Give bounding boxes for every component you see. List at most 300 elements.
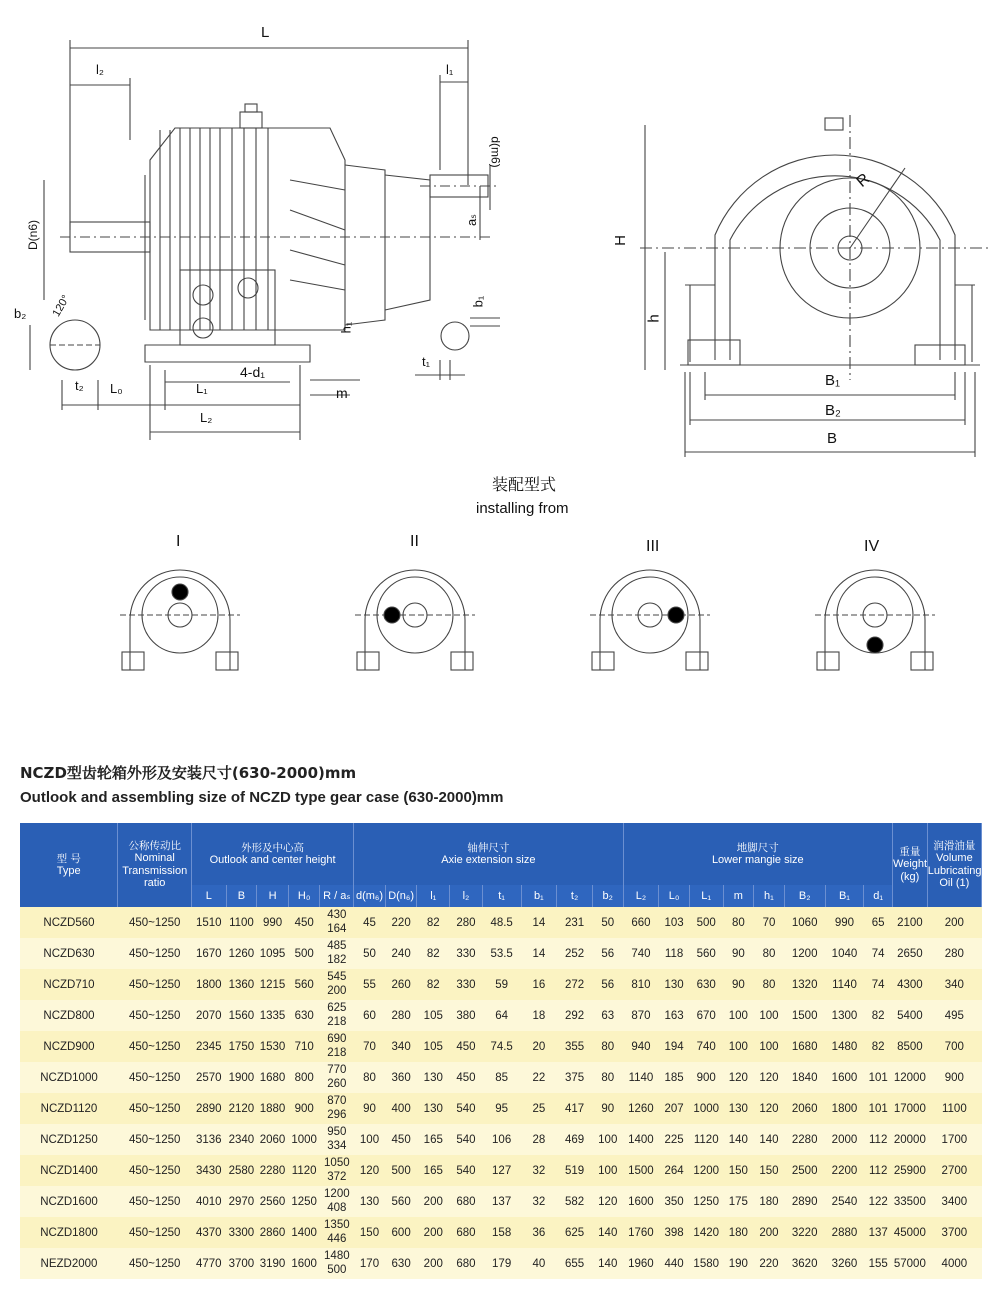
- table-cell: 90: [354, 1093, 386, 1124]
- table-cell: 990: [257, 907, 289, 938]
- cell-as: 296: [327, 1108, 347, 1121]
- table-cell: 740: [623, 938, 659, 969]
- sub-header-cell: t₁: [482, 885, 521, 907]
- table-cell: 82: [417, 969, 450, 1000]
- table-cell: 106: [482, 1124, 521, 1155]
- table-cell: 1215: [257, 969, 289, 1000]
- cell-as: 218: [327, 1046, 347, 1059]
- table-cell: 1250: [288, 1186, 320, 1217]
- table-cell: 50: [354, 938, 386, 969]
- table-cell: 2890: [191, 1093, 226, 1124]
- table-cell: 200: [417, 1217, 450, 1248]
- table-cell: 450: [450, 1062, 483, 1093]
- cell-r-as: [320, 1000, 354, 1031]
- table-cell: 1510: [191, 907, 226, 938]
- table-cell: 112: [864, 1155, 893, 1186]
- table-cell: 1140: [825, 969, 864, 1000]
- dim-L2: L₂: [200, 410, 213, 425]
- table-cell: 3260: [825, 1248, 864, 1279]
- table-row: [20, 907, 982, 938]
- cell-r: 690: [327, 1032, 347, 1045]
- table-cell: 1900: [226, 1062, 257, 1093]
- table-cell: 1600: [288, 1248, 320, 1279]
- sub-header-cell: B: [226, 885, 257, 907]
- table-cell: 12000: [893, 1062, 928, 1093]
- table-cell: 3620: [784, 1248, 825, 1279]
- table-cell: 105: [417, 1000, 450, 1031]
- table-cell: 240: [385, 938, 417, 969]
- cell-r: 485: [327, 939, 347, 952]
- table-cell: 130: [417, 1062, 450, 1093]
- table-cell: 74: [864, 969, 893, 1000]
- table-cell: 1250: [689, 1186, 723, 1217]
- th-weight: 重量 Weight (kg): [893, 823, 928, 907]
- dim-L0: L₀: [110, 381, 123, 396]
- installing-title-en: installing from: [476, 500, 569, 517]
- cell-r-as: [320, 1186, 354, 1217]
- table-cell: 280: [385, 1000, 417, 1031]
- table-cell: 540: [450, 1155, 483, 1186]
- table-cell: 137: [482, 1186, 521, 1217]
- table-cell: 14: [521, 907, 557, 938]
- table-cell: 655: [557, 1248, 593, 1279]
- table-cell: 280: [927, 938, 981, 969]
- table-cell: 80: [723, 907, 754, 938]
- table-cell: 469: [557, 1124, 593, 1155]
- table-cell: 519: [557, 1155, 593, 1186]
- table-cell: 59: [482, 969, 521, 1000]
- table-cell: 355: [557, 1031, 593, 1062]
- dim-b1: b₁: [470, 295, 486, 308]
- table-cell: 14: [521, 938, 557, 969]
- cell-type: NCZD1600: [20, 1186, 118, 1217]
- cell-r-as: [320, 1062, 354, 1093]
- dim-t2: t₂: [75, 378, 84, 393]
- sub-header-cell: L₀: [659, 885, 690, 907]
- installing-form-1: [120, 570, 240, 670]
- table-cell: 120: [754, 1062, 785, 1093]
- table-cell: 20000: [893, 1124, 928, 1155]
- table-cell: 1600: [825, 1062, 864, 1093]
- sub-header-cell: B₂: [784, 885, 825, 907]
- table-cell: 340: [385, 1031, 417, 1062]
- table-cell: 48.5: [482, 907, 521, 938]
- sub-header-cell: L: [191, 885, 226, 907]
- table-cell: 2580: [226, 1155, 257, 1186]
- table-cell: 32: [521, 1186, 557, 1217]
- table-cell: 150: [723, 1155, 754, 1186]
- table-cell: 100: [354, 1124, 386, 1155]
- table-cell: 127: [482, 1155, 521, 1186]
- table-cell: 105: [417, 1031, 450, 1062]
- sub-header-cell: m: [723, 885, 754, 907]
- table-cell: 90: [723, 969, 754, 1000]
- table-cell: 175: [723, 1186, 754, 1217]
- table-cell: 3700: [226, 1248, 257, 1279]
- table-row: [20, 938, 982, 969]
- cell-as: 164: [327, 922, 347, 935]
- table-cell: 200: [927, 907, 981, 938]
- cell-type: NCZD1250: [20, 1124, 118, 1155]
- table-cell: 292: [557, 1000, 593, 1031]
- table-cell: 101: [864, 1093, 893, 1124]
- form-label-1: I: [176, 533, 181, 550]
- table-cell: 740: [689, 1031, 723, 1062]
- table-cell: 122: [864, 1186, 893, 1217]
- table-cell: 3190: [257, 1248, 289, 1279]
- table-cell: 810: [623, 969, 659, 1000]
- table-cell: 2860: [257, 1217, 289, 1248]
- table-cell: 1600: [623, 1186, 659, 1217]
- table-cell: 264: [659, 1155, 690, 1186]
- table-cell: 3700: [927, 1217, 981, 1248]
- table-cell: 2280: [257, 1155, 289, 1186]
- table-cell: 100: [723, 1000, 754, 1031]
- table-cell: 70: [354, 1031, 386, 1062]
- table-cell: 495: [927, 1000, 981, 1031]
- table-cell: 165: [417, 1124, 450, 1155]
- cell-as: 200: [327, 984, 347, 997]
- table-cell: 55: [354, 969, 386, 1000]
- table-cell: 940: [623, 1031, 659, 1062]
- table-cell: 80: [354, 1062, 386, 1093]
- table-cell: 101: [864, 1062, 893, 1093]
- table-cell: 560: [385, 1186, 417, 1217]
- table-cell: 70: [754, 907, 785, 938]
- table-cell: 2880: [825, 1217, 864, 1248]
- table-cell: 1260: [623, 1093, 659, 1124]
- table-cell: 3136: [191, 1124, 226, 1155]
- table-cell: 3400: [927, 1186, 981, 1217]
- table-cell: 2570: [191, 1062, 226, 1093]
- form-label-3: III: [646, 538, 660, 555]
- table-cell: 260: [385, 969, 417, 1000]
- table-cell: 140: [592, 1248, 623, 1279]
- dim-D: D(n6): [26, 219, 41, 251]
- table-cell: 50: [592, 907, 623, 938]
- table-cell: 330: [450, 938, 483, 969]
- table-cell: 450~1250: [118, 1062, 191, 1093]
- table-cell: 120: [754, 1093, 785, 1124]
- table-row: [20, 1093, 982, 1124]
- table-cell: 180: [723, 1217, 754, 1248]
- table-cell: 150: [354, 1217, 386, 1248]
- cell-as: 408: [327, 1201, 347, 1214]
- table-cell: 272: [557, 969, 593, 1000]
- sub-header-cell: R / aₛ: [320, 885, 354, 907]
- dim-angle: 120°: [50, 293, 73, 319]
- table-cell: 90: [723, 938, 754, 969]
- table-cell: 1760: [623, 1217, 659, 1248]
- table-cell: 158: [482, 1217, 521, 1248]
- table-cell: 60: [354, 1000, 386, 1031]
- table-cell: 155: [864, 1248, 893, 1279]
- table-cell: 1000: [288, 1124, 320, 1155]
- table-cell: 100: [592, 1155, 623, 1186]
- th-axle: 轴伸尺寸 Axie extension size: [354, 823, 623, 885]
- dim-B2: B₂: [825, 402, 841, 419]
- table-cell: 2200: [825, 1155, 864, 1186]
- table-cell: 660: [623, 907, 659, 938]
- table-row: [20, 1186, 982, 1217]
- table-cell: 1400: [288, 1217, 320, 1248]
- cell-r: 1480: [324, 1249, 350, 1262]
- table-cell: 1500: [784, 1000, 825, 1031]
- table-cell: 1335: [257, 1000, 289, 1031]
- cell-type: NEZD2000: [20, 1248, 118, 1279]
- table-cell: 207: [659, 1093, 690, 1124]
- table-body: [20, 907, 982, 1279]
- table-cell: 870: [623, 1000, 659, 1031]
- table-cell: 25900: [893, 1155, 928, 1186]
- cell-r: 1050: [324, 1156, 350, 1169]
- table-row: [20, 1155, 982, 1186]
- table-cell: 450~1250: [118, 907, 191, 938]
- table-cell: 900: [927, 1062, 981, 1093]
- table-cell: 252: [557, 938, 593, 969]
- table-cell: 22: [521, 1062, 557, 1093]
- table-cell: 4370: [191, 1217, 226, 1248]
- dim-B1: B₁: [825, 372, 841, 389]
- table-cell: 630: [689, 969, 723, 1000]
- installing-form-3: [590, 570, 710, 670]
- cell-type: NCZD560: [20, 907, 118, 938]
- table-cell: 330: [450, 969, 483, 1000]
- table-cell: 100: [723, 1031, 754, 1062]
- table-cell: 680: [450, 1186, 483, 1217]
- table-cell: 40: [521, 1248, 557, 1279]
- table-cell: 165: [417, 1155, 450, 1186]
- table-cell: 1360: [226, 969, 257, 1000]
- dim-H: H: [611, 235, 629, 246]
- table-cell: 1560: [226, 1000, 257, 1031]
- cell-as: 182: [327, 953, 347, 966]
- table-cell: 375: [557, 1062, 593, 1093]
- table-cell: 450~1250: [118, 1124, 191, 1155]
- table-cell: 440: [659, 1248, 690, 1279]
- table-cell: 1680: [257, 1062, 289, 1093]
- sub-header-cell: h₁: [754, 885, 785, 907]
- dim-h1: h₁: [338, 321, 354, 334]
- table-cell: 33500: [893, 1186, 928, 1217]
- table-cell: 225: [659, 1124, 690, 1155]
- table-cell: 120: [723, 1062, 754, 1093]
- table-cell: 130: [354, 1186, 386, 1217]
- table-cell: 1320: [784, 969, 825, 1000]
- th-outlook: 外形及中心高 Outlook and center height: [191, 823, 353, 885]
- cell-as: 334: [327, 1139, 347, 1152]
- table-cell: 80: [754, 969, 785, 1000]
- sub-header-cell: L₁: [689, 885, 723, 907]
- cell-r-as: [320, 1155, 354, 1186]
- cell-r: 1350: [324, 1218, 350, 1231]
- table-row: [20, 1217, 982, 1248]
- table-cell: 1300: [825, 1000, 864, 1031]
- table-cell: 80: [754, 938, 785, 969]
- table-cell: 680: [450, 1248, 483, 1279]
- dim-L1: L₁: [196, 381, 208, 396]
- table-cell: 500: [288, 938, 320, 969]
- table-cell: 1260: [226, 938, 257, 969]
- table-cell: 1120: [689, 1124, 723, 1155]
- sub-header-cell: t₂: [557, 885, 593, 907]
- cell-r: 870: [327, 1094, 347, 1107]
- table-cell: 112: [864, 1124, 893, 1155]
- cell-as: 446: [327, 1232, 347, 1245]
- table-cell: 1060: [784, 907, 825, 938]
- table-cell: 64: [482, 1000, 521, 1031]
- table-cell: 900: [288, 1093, 320, 1124]
- table-cell: 1100: [226, 907, 257, 938]
- table-cell: 103: [659, 907, 690, 938]
- table-cell: 1500: [623, 1155, 659, 1186]
- table-cell: 1530: [257, 1031, 289, 1062]
- table-cell: 231: [557, 907, 593, 938]
- table-cell: 340: [927, 969, 981, 1000]
- table-cell: 2345: [191, 1031, 226, 1062]
- table-cell: 20: [521, 1031, 557, 1062]
- cell-type: NCZD1800: [20, 1217, 118, 1248]
- table-cell: 95: [482, 1093, 521, 1124]
- dim-d: d(m6): [488, 136, 503, 168]
- table-cell: 63: [592, 1000, 623, 1031]
- table-cell: 2120: [226, 1093, 257, 1124]
- table-cell: 4770: [191, 1248, 226, 1279]
- table-cell: 140: [723, 1124, 754, 1155]
- table-cell: 990: [825, 907, 864, 938]
- table-cell: 398: [659, 1217, 690, 1248]
- cell-type: NCZD800: [20, 1000, 118, 1031]
- cell-as: 218: [327, 1015, 347, 1028]
- table-cell: 4010: [191, 1186, 226, 1217]
- table-cell: 100: [592, 1124, 623, 1155]
- table-cell: 170: [354, 1248, 386, 1279]
- table-cell: 450~1250: [118, 969, 191, 1000]
- table-cell: 2970: [226, 1186, 257, 1217]
- table-cell: 16: [521, 969, 557, 1000]
- table-cell: 2340: [226, 1124, 257, 1155]
- cell-type: NCZD630: [20, 938, 118, 969]
- cell-r-as: [320, 969, 354, 1000]
- table-row: [20, 969, 982, 1000]
- table-cell: 45: [354, 907, 386, 938]
- table-cell: 120: [354, 1155, 386, 1186]
- table-cell: 2540: [825, 1186, 864, 1217]
- table-cell: 65: [864, 907, 893, 938]
- table-cell: 118: [659, 938, 690, 969]
- table-cell: 185: [659, 1062, 690, 1093]
- table-cell: 80: [592, 1062, 623, 1093]
- table-cell: 140: [754, 1124, 785, 1155]
- table-cell: 56: [592, 938, 623, 969]
- table-cell: 74: [864, 938, 893, 969]
- table-cell: 450~1250: [118, 1155, 191, 1186]
- table-cell: 8500: [893, 1031, 928, 1062]
- table-cell: 3300: [226, 1217, 257, 1248]
- table-cell: 1700: [927, 1124, 981, 1155]
- sub-header-cell: d₁: [864, 885, 893, 907]
- table-cell: 670: [689, 1000, 723, 1031]
- table-cell: 140: [592, 1217, 623, 1248]
- dim-l2: l₂: [96, 62, 104, 77]
- table-cell: 450~1250: [118, 1217, 191, 1248]
- table-cell: 53.5: [482, 938, 521, 969]
- table-cell: 3220: [784, 1217, 825, 1248]
- table-cell: 1800: [825, 1093, 864, 1124]
- table-cell: 1400: [623, 1124, 659, 1155]
- table-cell: 360: [385, 1062, 417, 1093]
- dim-h: h: [645, 314, 663, 323]
- table-cell: 800: [288, 1062, 320, 1093]
- form-label-4: IV: [864, 538, 880, 555]
- sub-header-cell: l₂: [450, 885, 483, 907]
- table-cell: 1580: [689, 1248, 723, 1279]
- dim-l1: l₁: [446, 62, 454, 77]
- table-cell: 630: [385, 1248, 417, 1279]
- form-label-2: II: [410, 533, 419, 550]
- table-cell: 500: [689, 907, 723, 938]
- cell-as: 372: [327, 1170, 347, 1183]
- cell-r: 1200: [324, 1187, 350, 1200]
- dim-t1: t₁: [422, 354, 430, 369]
- cell-r-as: [320, 1093, 354, 1124]
- table-cell: 18: [521, 1000, 557, 1031]
- dim-R: R: [853, 170, 874, 191]
- table-cell: 194: [659, 1031, 690, 1062]
- table-cell: 400: [385, 1093, 417, 1124]
- table-cell: 1420: [689, 1217, 723, 1248]
- table-cell: 220: [754, 1248, 785, 1279]
- table-row: [20, 1031, 982, 1062]
- table-cell: 560: [288, 969, 320, 1000]
- sub-header-cell: H₀: [288, 885, 320, 907]
- table-cell: 56: [592, 969, 623, 1000]
- sub-header-cell: d(m₆): [354, 885, 386, 907]
- table-cell: 100: [754, 1031, 785, 1062]
- table-cell: 540: [450, 1124, 483, 1155]
- table-cell: 450~1250: [118, 938, 191, 969]
- dim-L: L: [261, 24, 270, 41]
- table-cell: 90: [592, 1093, 623, 1124]
- table-cell: 710: [288, 1031, 320, 1062]
- table-cell: 1480: [825, 1031, 864, 1062]
- table-cell: 150: [754, 1155, 785, 1186]
- table-cell: 17000: [893, 1093, 928, 1124]
- sub-header-cell: l₁: [417, 885, 450, 907]
- table-cell: 630: [288, 1000, 320, 1031]
- table-cell: 82: [864, 1000, 893, 1031]
- table-cell: 80: [592, 1031, 623, 1062]
- table-cell: 57000: [893, 1248, 928, 1279]
- table-cell: 2000: [825, 1124, 864, 1155]
- table-cell: 2060: [784, 1093, 825, 1124]
- table-cell: 130: [659, 969, 690, 1000]
- dim-four-d1: 4-d₁: [240, 364, 265, 380]
- table-cell: 25: [521, 1093, 557, 1124]
- table-cell: 4300: [893, 969, 928, 1000]
- table-cell: 1670: [191, 938, 226, 969]
- table-row: [20, 1062, 982, 1093]
- cell-r-as: [320, 938, 354, 969]
- table-cell: 2280: [784, 1124, 825, 1155]
- table-cell: 74.5: [482, 1031, 521, 1062]
- cell-type: NCZD900: [20, 1031, 118, 1062]
- dim-B: B: [827, 430, 838, 447]
- cell-type: NCZD1000: [20, 1062, 118, 1093]
- table-cell: 100: [754, 1000, 785, 1031]
- table-cell: 180: [754, 1186, 785, 1217]
- cell-r-as: [320, 1217, 354, 1248]
